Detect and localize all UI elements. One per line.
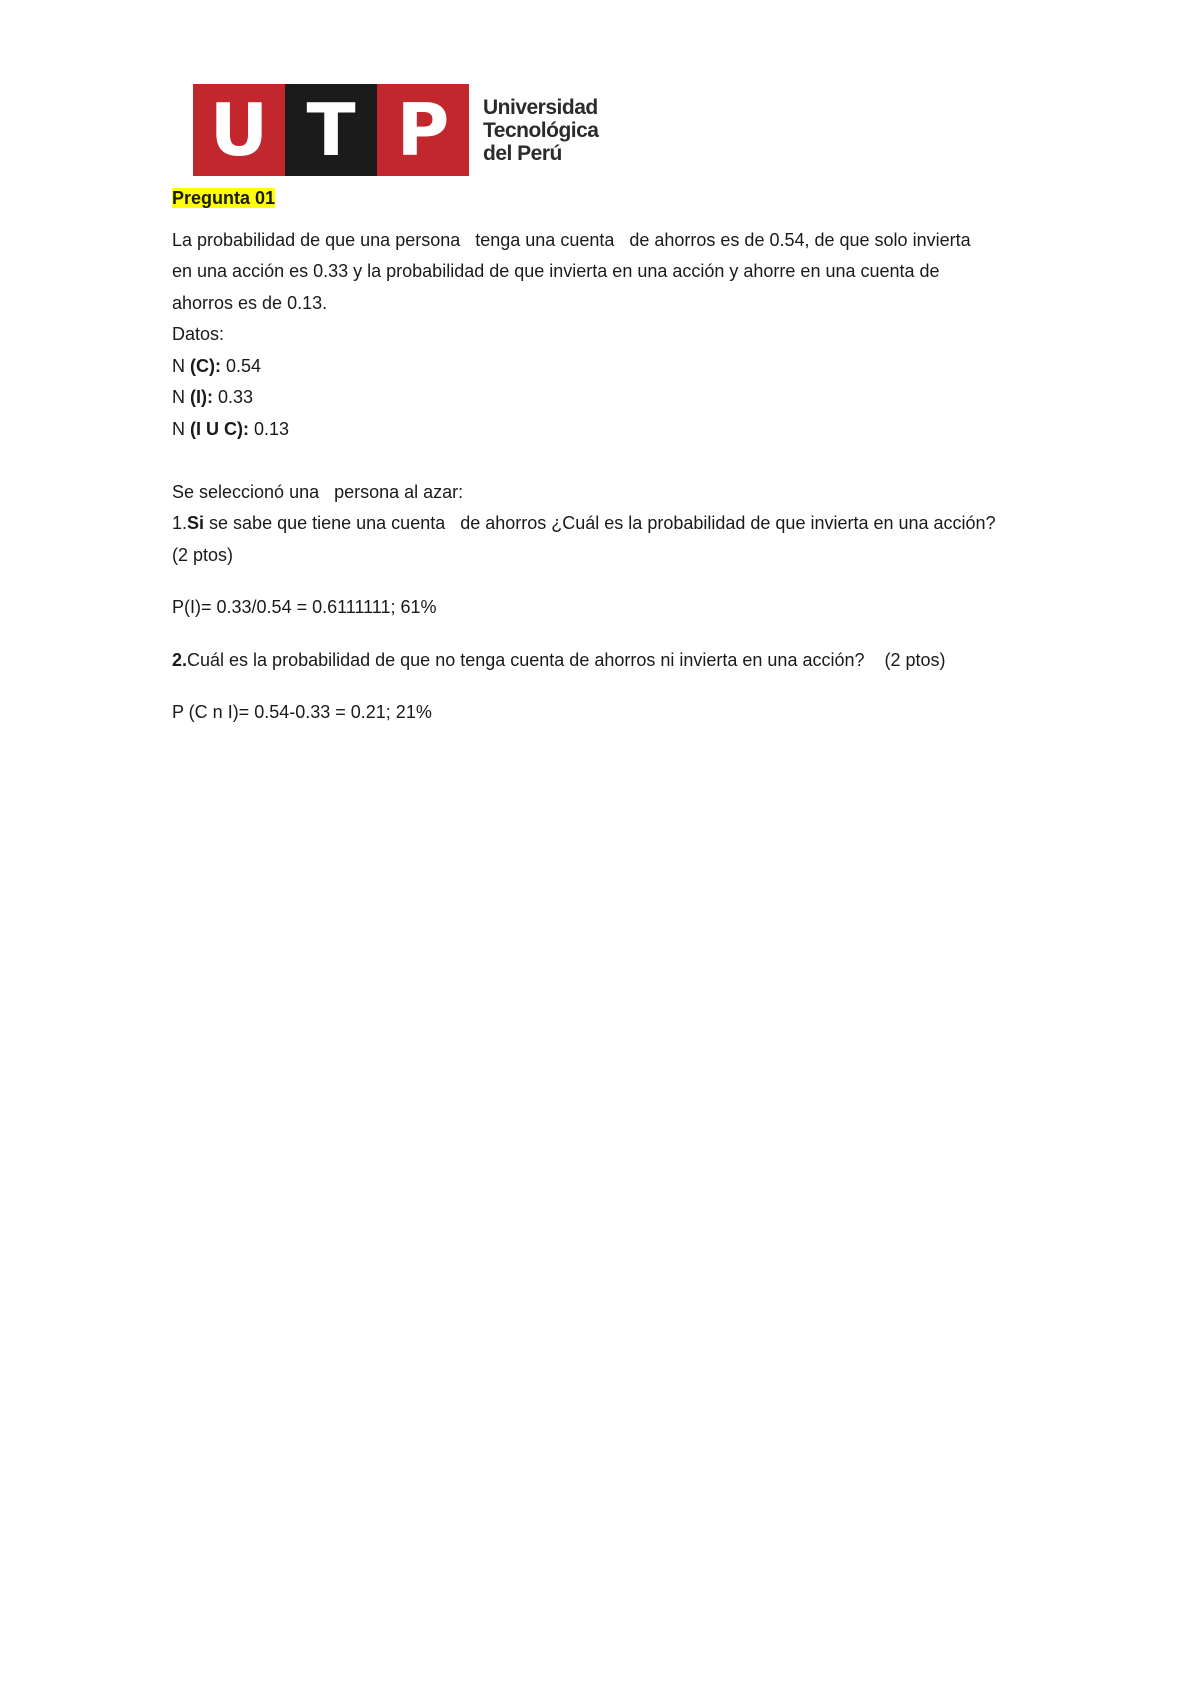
datos-prefix: N <box>172 355 190 376</box>
datos-item <box>172 382 1102 414</box>
q1-number: 1. <box>172 513 188 533</box>
datos-value: 0.13 <box>248 418 290 439</box>
intro-line-2: en una acción es 0.33 y la probabilidad de que invierta en una acción y ahorre en una cuenta de <box>172 261 940 281</box>
datos-prefix: N <box>172 387 190 407</box>
question-1 <box>172 508 1102 540</box>
question-heading: Pregunta 01 <box>172 188 276 208</box>
logo-letter-p: P <box>377 84 469 176</box>
datos-value: 0.54 <box>220 355 262 376</box>
q2-answer: P (C n I)= 0.54-0.33 = 0.21; 21% <box>172 702 432 722</box>
question-2 <box>172 645 1102 677</box>
utp-logo <box>193 84 598 176</box>
logo-line-3: del Perú <box>483 141 562 165</box>
q1-points: (2 ptos) <box>172 544 234 565</box>
q2-number: 2. <box>172 649 188 670</box>
selection-line: Se seleccionó una persona al azar: <box>172 481 464 502</box>
q1-text: se sabe que tiene una cuenta de ahorros ¿Cuál es la probabilidad de que invierta en una acción? <box>204 513 996 533</box>
datos-set: (I U C): <box>190 418 249 439</box>
logo-wordmark <box>483 96 598 165</box>
document-body <box>172 183 1102 729</box>
logo-line-1: Universidad <box>483 95 598 119</box>
q1-answer: P(I)= 0.33/0.54 = 0.6111111; 61% <box>172 597 437 617</box>
datos-set: (C): <box>190 355 221 376</box>
logo-letter-u: U <box>193 84 285 176</box>
logo-line-2: Tecnológica <box>483 118 599 142</box>
datos-set: (I): <box>190 387 213 407</box>
datos-value: 0.33 <box>212 387 254 407</box>
q2-text: Cuál es la probabilidad de que no tenga cuenta de ahorros ni invierta en una acción? (2 ptos) <box>187 649 946 670</box>
intro-line-1: La probabilidad de que una persona tenga una cuenta de ahorros es de 0.54, de que solo invierta <box>172 229 971 250</box>
datos-item <box>172 351 1102 383</box>
datos-item <box>172 414 1102 446</box>
heading-line <box>172 183 1102 215</box>
logo-letter-t: T <box>285 84 377 176</box>
intro-line-3: ahorros es de 0.13. <box>172 292 328 313</box>
q1-bold-word: Si <box>187 513 205 533</box>
datos-prefix: N <box>172 418 190 439</box>
datos-label: Datos: <box>172 324 225 344</box>
